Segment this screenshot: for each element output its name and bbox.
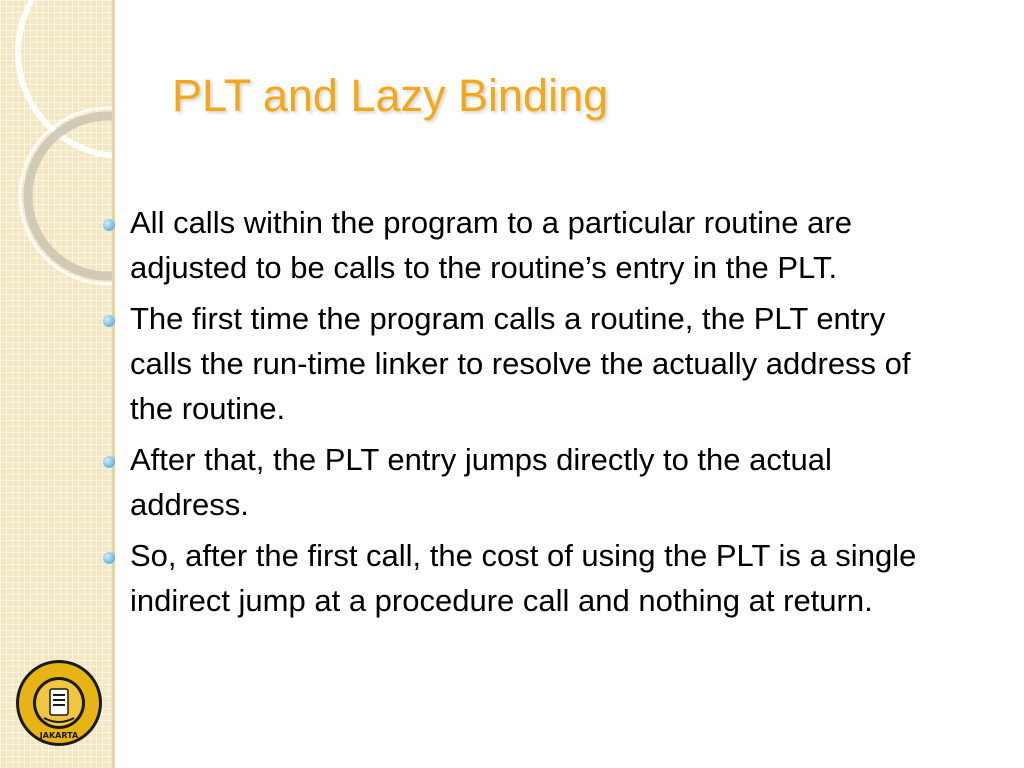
- bullet-item: [100, 296, 960, 431]
- bullet-text: So, after the first call, the cost of using the PLT is a single indirect jump at a procedure call and nothing at return.: [130, 538, 917, 618]
- seal-emblem: [50, 689, 68, 715]
- bullet-text: All calls within the program to a particular routine are adjusted to be calls to the routine’s entry in the PLT.: [130, 205, 852, 285]
- bullet-item: [100, 200, 960, 290]
- decorative-circles: [0, 0, 112, 768]
- bullet-text: After that, the PLT entry jumps directly to the actual address.: [130, 442, 832, 522]
- bullet-dot-icon: [103, 219, 115, 231]
- deco-circle-ring: [20, 108, 112, 284]
- seal-text: JAKARTA: [39, 731, 79, 740]
- slide-title: PLT and Lazy Binding: [172, 70, 609, 121]
- bullet-dot-icon: [103, 456, 115, 468]
- bullet-item: [100, 437, 960, 527]
- bullet-text: The first time the program calls a routine, the PLT entry calls the run-time linker to resolve the actually address of the routine.: [130, 301, 911, 426]
- bullet-list: [100, 200, 960, 629]
- institution-seal-icon: [14, 658, 104, 748]
- bullet-dot-icon: [103, 552, 115, 564]
- bullet-dot-icon: [103, 315, 115, 327]
- bullet-item: [100, 533, 960, 623]
- side-decorative-band: [0, 0, 112, 768]
